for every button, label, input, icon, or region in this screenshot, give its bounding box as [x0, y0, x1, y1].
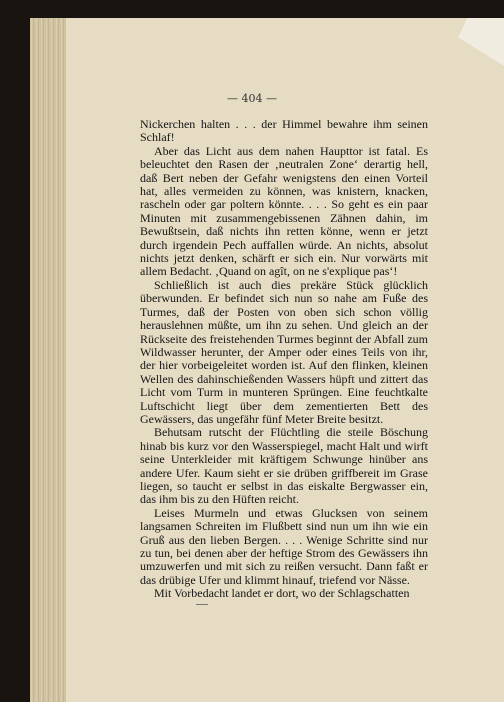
footer-dash: [196, 604, 208, 605]
paragraph: Aber das Licht aus dem nahen Haupttor ist fatal. Es beleuchtet den Rasen der ‚neutralen Zone‘ derartig hell, daß Bert neben der Gefahr wenigstens den einen Vorteil hat, alles vermeiden zu können, was knistern, knacken, rascheln oder gar poltern könnte. . . . So geht es ein paar Minuten mit zusammengebissenen Zähnen dahin, im Bewußtsein, daß nichts ihn retten könne, wenn er jetzt durch irgendein Pech auffallen würde. An nichts, absolut nichts jetzt denken, schärft er sich ein. Nur vorwärts mit allem Bedacht. ‚Quand on agît, on ne s'explique pas‘!: [140, 143, 428, 279]
paragraph: Leises Murmeln und etwas Glucksen von seinem langsamen Schreiten im Flußbett sind nun um ihn wie ein Gruß aus den lieben Bergen. . . . Wenige Schritte sind nur zu tun, bei denen aber der heftige Strom des Gewässers ihn umzuwerfen und mit sich zu reißen versucht. Dann faßt er das drübige Ufer und klimmt hinauf, triefend vor Nässe.: [140, 505, 428, 587]
corner-tape: [458, 18, 504, 66]
page-number: — 404 —: [227, 92, 277, 105]
paragraph: Behutsam rutscht der Flüchtling die steile Böschung hinab bis kurz vor den Wasserspiegel, macht Halt und wirft seine Unterkleider mit kräftigem Schwunge hinüber ans andere Ufer. Kaum sieht er sie drüben griffbereit im Grase liegen, so taucht er selbst in das eiskalte Bergwasser ein, das ihm bis zu den Hüften reicht.: [140, 425, 428, 507]
paragraph: Schließlich ist auch dies prekäre Stück glücklich überwunden. Er befindet sich nun so nahe am Fuße des Turmes, daß der Posten von oben sich schon völlig herauslehnen müßte, um ihn zu sehen. Und gleich an der Rückseite des freistehenden Turmes beginnt der Abfall zum Wildwasser herunter, der Amper oder eines Teils von ihr, der hier vorbeigeleitet worden ist. Auf den flinken, kleinen Wellen des dahinschießenden Wassers hüpft und zittert das Licht vom Turm in munteren Sprüngen. Eine feuchtkalte Luftschicht liegt über dem zementierten Bett des Gewässers, das ungefähr fünf Meter Breite besitzt.: [140, 277, 428, 426]
body-text: [140, 118, 428, 601]
paragraph: Mit Vorbedacht landet er dort, wo der Schlagschatten: [154, 586, 410, 601]
page-edges: [30, 18, 66, 702]
paragraph: Nickerchen halten . . . der Himmel bewahre ihm seinen Schlaf!: [140, 117, 428, 145]
